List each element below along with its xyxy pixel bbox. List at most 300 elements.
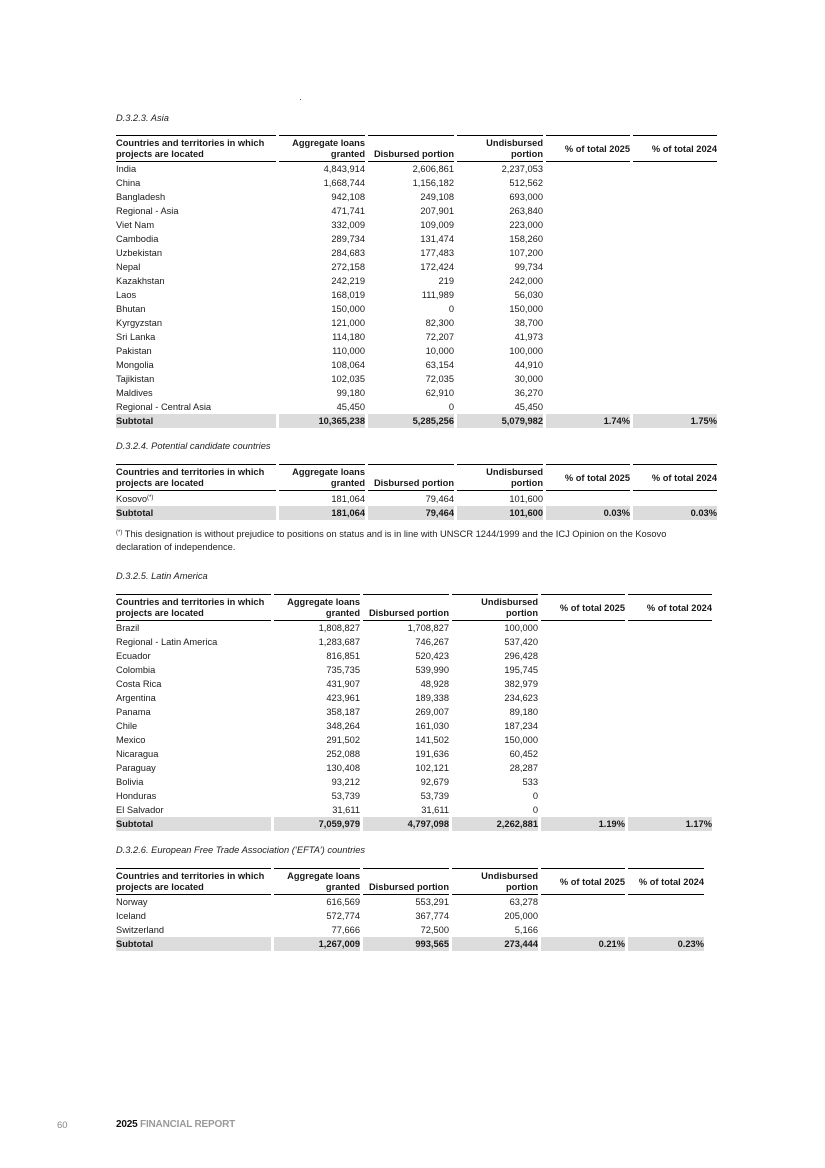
column-header: Aggregate loans granted [279, 464, 365, 491]
value-cell: 108,064 [331, 360, 365, 370]
value-cell: 48,928 [420, 679, 449, 689]
value-cell: 30,000 [514, 374, 543, 384]
country-cell: Tajikistan [116, 374, 155, 384]
value-cell: 109,009 [420, 220, 454, 230]
value-cell: 2,237,053 [501, 164, 543, 174]
country-cell: Costa Rica [116, 679, 162, 689]
country-cell: Uzbekistan [116, 248, 162, 258]
column-header: Aggregate loans granted [274, 594, 360, 621]
value-cell: 150,000 [331, 304, 365, 314]
empty-cell [541, 705, 625, 719]
table-row [116, 260, 717, 274]
empty-cell [541, 895, 625, 909]
empty-cell [628, 803, 712, 817]
table-row [116, 162, 717, 176]
country-cell: Panama [116, 707, 151, 717]
country-cell: Switzerland [116, 925, 165, 935]
value-cell: 31,611 [421, 805, 449, 815]
empty-cell [541, 649, 625, 663]
subtotal-row [116, 506, 717, 520]
empty-cell [541, 677, 625, 691]
table-row [116, 190, 717, 204]
empty-cell [628, 635, 712, 649]
country-cell: Nicaragua [116, 749, 159, 759]
report-brand [116, 1119, 235, 1130]
value-cell: 189,338 [415, 693, 449, 703]
country-cell: Maldives [116, 388, 153, 398]
country-cell: Mexico [116, 735, 146, 745]
empty-cell [633, 400, 717, 414]
country-cell: Ecuador [116, 651, 151, 661]
value-cell: 110,000 [332, 346, 365, 356]
value-cell: 99,734 [514, 262, 543, 272]
column-header: Undisbursed portion [452, 594, 538, 621]
column-header: Disbursed portion [363, 594, 449, 621]
value-cell: 537,420 [504, 637, 538, 647]
value-cell: 1,808,827 [318, 623, 360, 633]
report-title: FINANCIAL REPORT [140, 1119, 235, 1130]
value-cell: 195,745 [504, 665, 538, 675]
empty-cell [541, 775, 625, 789]
country-cell: Pakistan [116, 346, 152, 356]
table-row [116, 789, 712, 803]
empty-cell [541, 909, 625, 923]
table-header-row [116, 868, 704, 895]
latin-america-loans-table [113, 594, 715, 831]
value-cell: 616,569 [326, 897, 360, 907]
value-cell: 234,623 [504, 693, 538, 703]
value-cell: 10,000 [425, 346, 454, 356]
table-row [116, 691, 712, 705]
country-cell: Laos [116, 290, 137, 300]
value-cell: 471,741 [331, 206, 365, 216]
table-row [116, 909, 704, 923]
value-cell: 141,502 [415, 735, 449, 745]
country-cell: El Salvador [116, 805, 164, 815]
country-cell: China [116, 178, 141, 188]
empty-cell [546, 358, 630, 372]
empty-cell [546, 400, 630, 414]
value-cell: 44,910 [514, 360, 543, 370]
value-cell: 423,961 [326, 693, 360, 703]
value-cell: 735,735 [326, 665, 360, 675]
subtotal-value: 4,797,098 [363, 817, 449, 831]
subtotal-value: 0.03% [546, 506, 630, 520]
column-header: Aggregate loans granted [274, 868, 360, 895]
subtotal-label: Subtotal [116, 817, 271, 831]
value-cell: 269,007 [415, 707, 449, 717]
empty-cell [633, 162, 717, 176]
value-cell: 1,708,827 [407, 623, 449, 633]
value-cell: 0 [448, 402, 454, 412]
empty-cell [628, 621, 712, 635]
empty-cell [541, 635, 625, 649]
value-cell: 177,483 [420, 248, 454, 258]
empty-cell [628, 663, 712, 677]
empty-cell [628, 719, 712, 733]
empty-cell [628, 909, 704, 923]
subtotal-value: 993,565 [363, 937, 449, 951]
country-cell: Bhutan [116, 304, 146, 314]
value-cell: 45,450 [336, 402, 365, 412]
subtotal-label: Subtotal [116, 937, 271, 951]
table-row [116, 232, 717, 246]
empty-cell [541, 923, 625, 937]
table-row [116, 803, 712, 817]
table-row [116, 635, 712, 649]
table-row [116, 895, 704, 909]
column-header: % of total 2025 [546, 464, 630, 491]
value-cell: 0 [532, 805, 538, 815]
value-cell: 5,166 [514, 925, 538, 935]
empty-cell [633, 372, 717, 386]
value-cell: 161,030 [415, 721, 449, 731]
section-title-asia: D.3.2.3. Asia [116, 113, 169, 123]
value-cell: 89,180 [509, 707, 538, 717]
efta-loans-table [113, 868, 707, 951]
empty-cell [546, 204, 630, 218]
value-cell: 77,666 [331, 925, 360, 935]
table-row [116, 621, 712, 635]
value-cell: 130,408 [326, 763, 360, 773]
table-row [116, 400, 717, 414]
value-cell: 0 [532, 791, 538, 801]
value-cell: 150,000 [504, 735, 538, 745]
value-cell: 520,423 [415, 651, 449, 661]
subtotal-value: 2,262,881 [452, 817, 538, 831]
value-cell: 150,000 [509, 304, 543, 314]
value-cell: 223,000 [509, 220, 543, 230]
column-header: Undisbursed portion [457, 464, 543, 491]
value-cell: 114,180 [332, 332, 365, 342]
country-cell: Viet Nam [116, 220, 155, 230]
value-cell: 56,030 [514, 290, 543, 300]
column-header: Undisbursed portion [452, 868, 538, 895]
value-cell: 512,562 [509, 178, 543, 188]
subtotal-value: 101,600 [457, 506, 543, 520]
empty-cell [628, 733, 712, 747]
table-row [116, 775, 712, 789]
value-cell: 2,606,861 [412, 164, 454, 174]
table-row [116, 705, 712, 719]
empty-cell [546, 232, 630, 246]
stray-dot [300, 99, 301, 100]
value-cell: 242,219 [331, 276, 365, 286]
table-row [116, 747, 712, 761]
country-cell: Iceland [116, 911, 146, 921]
column-header: % of total 2024 [628, 594, 712, 621]
value-cell: 168,019 [331, 290, 365, 300]
country-cell: Argentina [116, 693, 156, 703]
section-title-latin-america: D.3.2.5. Latin America [116, 571, 208, 581]
subtotal-value: 0.21% [541, 937, 625, 951]
value-cell: 252,088 [326, 749, 360, 759]
value-cell: 289,734 [331, 234, 365, 244]
value-cell: 348,264 [326, 721, 360, 731]
value-cell: 205,000 [504, 911, 538, 921]
empty-cell [633, 358, 717, 372]
empty-cell [633, 274, 717, 288]
value-cell: 38,700 [514, 318, 543, 328]
empty-cell [633, 288, 717, 302]
country-cell: Bangladesh [116, 192, 166, 202]
table-row [116, 344, 717, 358]
column-header: % of total 2024 [633, 464, 717, 491]
table-row [116, 386, 717, 400]
empty-cell [628, 923, 704, 937]
value-cell: 296,428 [504, 651, 538, 661]
column-header: Aggregate loans granted [279, 135, 365, 162]
value-cell: 101,600 [509, 493, 543, 504]
table-row [116, 204, 717, 218]
value-cell: 60,452 [509, 749, 538, 759]
empty-cell [541, 663, 625, 677]
table-row [116, 663, 712, 677]
value-cell: 63,154 [425, 360, 454, 370]
table-header-row [116, 464, 717, 491]
column-header: % of total 2025 [541, 868, 625, 895]
footnote-marker: (*) [116, 530, 123, 536]
subtotal-value: 79,464 [368, 506, 454, 520]
table-row [116, 358, 717, 372]
table-row [116, 719, 712, 733]
value-cell: 92,679 [420, 777, 449, 787]
subtotal-value: 1.17% [628, 817, 712, 831]
empty-cell [541, 719, 625, 733]
table-row [116, 372, 717, 386]
table-row [116, 246, 717, 260]
value-cell: 816,851 [326, 651, 360, 661]
page-number: 60 [57, 1120, 68, 1131]
value-cell: 121,000 [331, 318, 365, 328]
column-header: % of total 2025 [546, 135, 630, 162]
column-header: Countries and territories in which projects are located [116, 464, 276, 491]
country-cell: Kosovo(*) [116, 494, 154, 504]
value-cell: 72,207 [425, 332, 454, 342]
table-row [116, 330, 717, 344]
table-row [116, 316, 717, 330]
value-cell: 207,901 [420, 206, 454, 216]
empty-cell [633, 491, 717, 506]
country-cell: India [116, 164, 137, 174]
table-row [116, 491, 717, 506]
value-cell: 242,000 [509, 276, 543, 286]
country-cell: Cambodia [116, 234, 159, 244]
value-cell: 942,108 [331, 192, 365, 202]
subtotal-value: 181,064 [279, 506, 365, 520]
value-cell: 382,979 [504, 679, 538, 689]
value-cell: 31,611 [332, 805, 360, 815]
empty-cell [633, 176, 717, 190]
column-header: Disbursed portion [368, 135, 454, 162]
table-row [116, 302, 717, 316]
value-cell: 219 [438, 276, 454, 286]
empty-cell [546, 372, 630, 386]
column-header: Countries and territories in which projects are located [116, 594, 271, 621]
report-year: 2025 [116, 1119, 138, 1130]
empty-cell [541, 761, 625, 775]
subtotal-value: 1,267,009 [274, 937, 360, 951]
empty-cell [633, 218, 717, 232]
column-header: Countries and territories in which projects are located [116, 135, 276, 162]
subtotal-value: 273,444 [452, 937, 538, 951]
value-cell: 82,300 [425, 318, 454, 328]
value-cell: 746,267 [415, 637, 449, 647]
country-cell: Chile [116, 721, 138, 731]
value-cell: 102,035 [331, 374, 365, 384]
subtotal-value: 1.75% [633, 414, 717, 428]
value-cell: 45,450 [514, 402, 543, 412]
country-cell: Regional - Latin America [116, 637, 218, 647]
value-cell: 53,739 [331, 791, 360, 801]
value-cell: 28,287 [509, 763, 538, 773]
value-cell: 431,907 [326, 679, 360, 689]
section-title-potential-candidates: D.3.2.4. Potential candidate countries [116, 441, 271, 451]
subtotal-row [116, 414, 717, 428]
empty-cell [633, 260, 717, 274]
country-cell: Honduras [116, 791, 157, 801]
table-row [116, 288, 717, 302]
value-cell: 102,121 [415, 763, 449, 773]
empty-cell [628, 761, 712, 775]
value-cell: 100,000 [509, 346, 543, 356]
column-header: % of total 2024 [633, 135, 717, 162]
kosovo-footnote [116, 527, 708, 554]
empty-cell [633, 302, 717, 316]
table-row [116, 923, 704, 937]
empty-cell [546, 491, 630, 506]
empty-cell [628, 789, 712, 803]
table-header-row [116, 135, 717, 162]
value-cell: 291,502 [326, 735, 360, 745]
empty-cell [546, 386, 630, 400]
potential-candidates-loans-table [113, 464, 720, 520]
value-cell: 4,843,914 [323, 164, 365, 174]
subtotal-value: 7,059,979 [274, 817, 360, 831]
value-cell: 72,035 [425, 374, 454, 384]
value-cell: 41,973 [514, 332, 543, 342]
value-cell: 62,910 [425, 388, 454, 398]
empty-cell [628, 747, 712, 761]
empty-cell [541, 621, 625, 635]
value-cell: 263,840 [509, 206, 543, 216]
footnote-text: This designation is without prejudice to positions on status and is in line with UNSCR 1244/1999 and the ICJ Opinion on the Kosovo declaration of independence. [116, 529, 667, 552]
value-cell: 131,474 [420, 234, 454, 244]
empty-cell [633, 386, 717, 400]
empty-cell [633, 246, 717, 260]
subtotal-value: 1.19% [541, 817, 625, 831]
value-cell: 1,156,182 [412, 178, 454, 188]
asia-loans-table [113, 135, 720, 428]
empty-cell [541, 789, 625, 803]
empty-cell [546, 176, 630, 190]
table-row [116, 733, 712, 747]
empty-cell [546, 316, 630, 330]
empty-cell [628, 775, 712, 789]
subtotal-label: Subtotal [116, 506, 276, 520]
value-cell: 158,260 [509, 234, 543, 244]
column-header: % of total 2025 [541, 594, 625, 621]
value-cell: 191,636 [415, 749, 449, 759]
column-header: Countries and territories in which projects are located [116, 868, 271, 895]
subtotal-label: Subtotal [116, 414, 276, 428]
empty-cell [546, 260, 630, 274]
table-row [116, 677, 712, 691]
empty-cell [541, 691, 625, 705]
empty-cell [546, 274, 630, 288]
empty-cell [633, 232, 717, 246]
empty-cell [546, 246, 630, 260]
country-cell: Regional - Central Asia [116, 402, 212, 412]
empty-cell [628, 677, 712, 691]
subtotal-value: 0.23% [628, 937, 704, 951]
value-cell: 72,500 [420, 925, 449, 935]
value-cell: 111,989 [421, 290, 454, 300]
value-cell: 172,424 [420, 262, 454, 272]
value-cell: 693,000 [509, 192, 543, 202]
subtotal-value: 5,079,982 [457, 414, 543, 428]
value-cell: 272,158 [331, 262, 365, 272]
subtotal-value: 10,365,238 [279, 414, 365, 428]
value-cell: 63,278 [509, 897, 538, 907]
value-cell: 572,774 [326, 911, 360, 921]
empty-cell [546, 330, 630, 344]
empty-cell [633, 204, 717, 218]
country-cell: Regional - Asia [116, 206, 179, 216]
value-cell: 284,683 [331, 248, 365, 258]
empty-cell [541, 733, 625, 747]
empty-cell [541, 803, 625, 817]
empty-cell [633, 316, 717, 330]
country-cell: Kazakhstan [116, 276, 165, 286]
empty-cell [546, 288, 630, 302]
value-cell: 99,180 [336, 388, 365, 398]
empty-cell [541, 747, 625, 761]
empty-cell [628, 691, 712, 705]
value-cell: 79,464 [425, 493, 454, 504]
value-cell: 107,200 [509, 248, 543, 258]
value-cell: 0 [448, 304, 454, 314]
country-cell: Sri Lanka [116, 332, 156, 342]
subtotal-row [116, 817, 712, 831]
table-row [116, 176, 717, 190]
value-cell: 36,270 [514, 388, 543, 398]
country-cell: Paraguay [116, 763, 156, 773]
subtotal-value: 0.03% [633, 506, 717, 520]
empty-cell [546, 302, 630, 316]
value-cell: 367,774 [415, 911, 449, 921]
value-cell: 100,000 [504, 623, 538, 633]
subtotal-row [116, 937, 704, 951]
column-header: Disbursed portion [368, 464, 454, 491]
empty-cell [546, 190, 630, 204]
subtotal-value: 1.74% [546, 414, 630, 428]
column-header: Undisbursed portion [457, 135, 543, 162]
value-cell: 1,283,687 [318, 637, 360, 647]
country-cell: Kyrgyzstan [116, 318, 162, 328]
empty-cell [546, 344, 630, 358]
table-row [116, 649, 712, 663]
table-row [116, 274, 717, 288]
subtotal-value: 5,285,256 [368, 414, 454, 428]
table-header-row [116, 594, 712, 621]
value-cell: 358,187 [326, 707, 360, 717]
value-cell: 332,009 [331, 220, 365, 230]
empty-cell [633, 190, 717, 204]
country-cell: Norway [116, 897, 148, 907]
value-cell: 1,668,744 [323, 178, 365, 188]
empty-cell [628, 649, 712, 663]
